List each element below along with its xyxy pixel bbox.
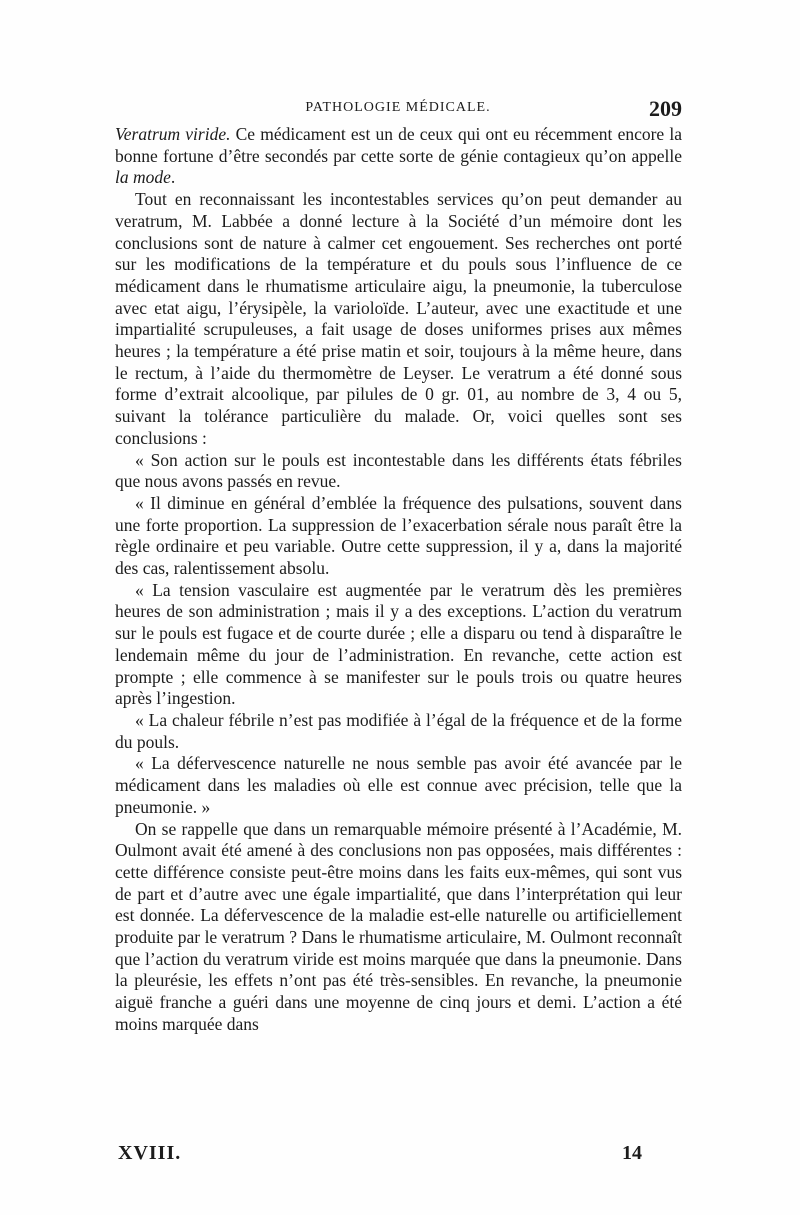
running-title: PATHOLOGIE MÉDICALE. (305, 100, 491, 115)
italic-term: la mode (115, 167, 171, 188)
paragraph-quote: « La défervescence naturelle ne nous semble pas avoir été avancée par le médicament dans les maladies où elle est connue avec précision, telle que la pneumonie. » (115, 753, 682, 817)
signature-mark: XVIII. (118, 1142, 182, 1164)
paragraph-quote: « Il diminue en général d’emblée la fréquence des pulsations, souvent dans une forte proportion. La suppression de l’exacerbation sérale nous paraît être la règle ordinaire et peu variable. Outre cette suppression, il y a, dans la majorité des cas, ralentissement absolu. (115, 492, 682, 579)
paragraph-quote: « La chaleur fébrile n’est pas modifiée à l’égal de la fréquence et de la forme du pouls. (115, 709, 682, 752)
paragraph-veratrum-intro (115, 124, 682, 189)
paragraph-quote: « La tension vasculaire est augmentée par le veratrum dès les premières heures de son administration ; mais il y a des exceptions. L’action du veratrum sur le pouls est fugace et de courte durée ; elle a disparu ou tend à disparaître le lendemain même du jour de l’administration. En revanche, cette action est prompte ; elle commence à se manifester sur le pouls trois ou quatre heures après l’ingestion. (115, 579, 682, 709)
paragraph-text: Ce médicament est un de ceux qui ont eu récemment encore la bonne fortune d’être secondés par cette sorte de génie contagieux qu’on appelle (115, 124, 682, 166)
paragraph: On se rappelle que dans un remarquable mémoire présenté à l’Académie, M. Oulmont avait été amené à des conclusions non pas opposées, mais différentes : cette différence consiste peut-être moins dans les faits eux-mêmes, qui sont vus de part et d’autre avec une égale impartialité, que dans l’interprétation qui leur est donnée. La défervescence de la maladie est-elle naturelle ou artificiellement produite par le veratrum ? Dans le rhumatisme articulaire, M. Oulmont reconnaît que l’action du veratrum viride est moins marquée que dans la pneumonie. Dans la pleurésie, les effets n’ont pas été très-sensibles. En revanche, la pneumonie aiguë franche a guéri dans une moyenne de cinq jours et demi. L’action a été moins marquée dans (115, 818, 682, 1034)
body-text (115, 124, 682, 1036)
section-lead-term: Veratrum viride. (115, 124, 231, 144)
paragraph-text-end: . (170, 167, 176, 188)
page-number: 209 (649, 96, 682, 121)
paragraph-quote: « Son action sur le pouls est incontestable dans les différents états fébriles que nous avons passés en revue. (115, 449, 682, 492)
running-head (114, 96, 682, 126)
page-footer (118, 1142, 642, 1172)
paragraph: Tout en reconnaissant les incontestables services qu’on peut demander au veratrum, M. Labbée a donné lecture à la Société d’un mémoire dont les conclusions sont de nature à calmer cet engouement. Ses recherches ont porté sur les modifications de la température et du pouls sous l’influence de ce médicament dans le rhumatisme articulaire aigu, la pneumonie, la tuberculose avec etat aigu, l’érysipèle, la varioloïde. L’auteur, avec une exactitude et une impartialité scrupuleuses, a fait usage de doses uniformes prises aux mêmes heures ; la température a été prise matin et soir, toujours à la même heure, dans le rectum, à l’aide du thermomètre de Leyser. Le veratrum a été donné sous forme d’extrait alcoolique, par pilules de 0 gr. 01, au nombre de 3, 4 ou 5, suivant la tolérance particulière du malade. Or, voici quelles sont ses conclusions : (115, 189, 682, 448)
sheet-number: 14 (622, 1142, 642, 1164)
